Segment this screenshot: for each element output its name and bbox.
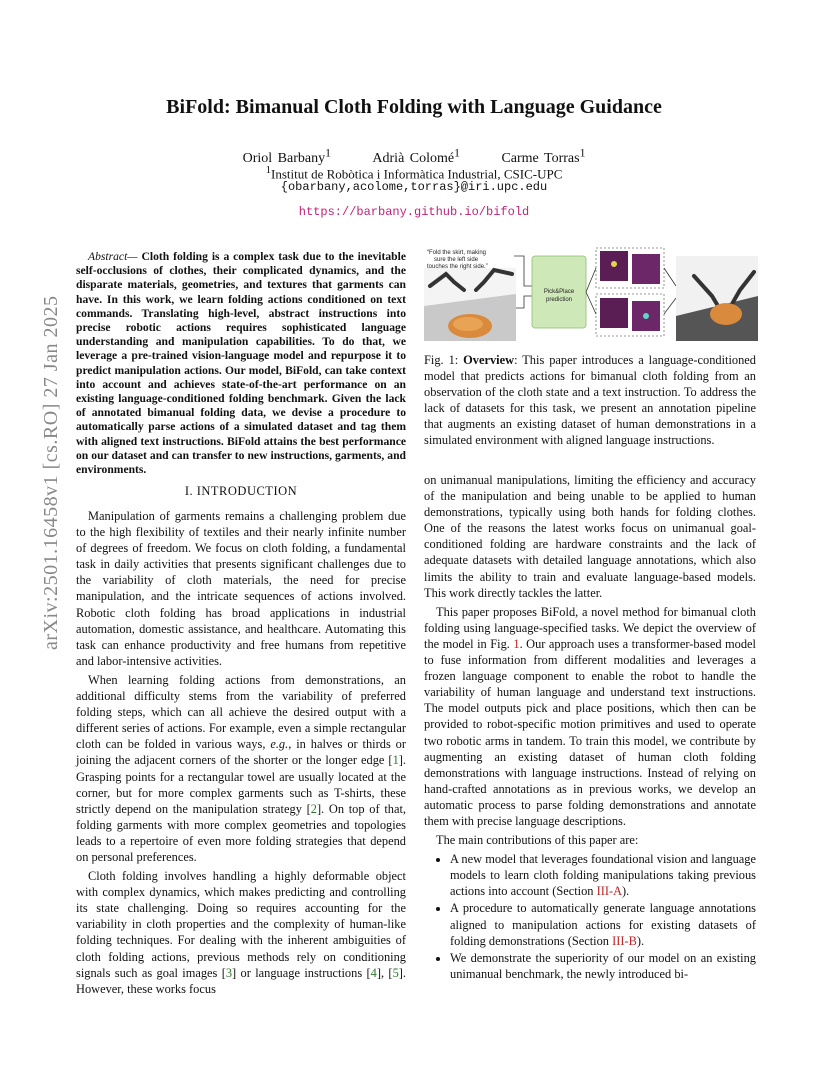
paragraph: on unimanual manipulations, limiting the efficiency and accuracy of the manipulation and being unable to be applied to human demonstrations, typically using both hands for folding clothes. One of the reasons the latest works focus on unimanual goal-conditioned folding are hardware constraints and the lack of adequate datasets with detailed language annotations, which also limits the ability to train and evaluate language-based models. This work directly tackles the latter.	[424, 473, 756, 600]
instruction-quote-line3: touches the right side.”	[427, 264, 488, 270]
author-emails: {obarbany,acolome,torras}@iri.upc.edu	[280, 180, 548, 194]
list-item: • A procedure to automatically generate language annotations aligned to manipulation actions for existing datasets of folding demonstrations (Section III-B).	[450, 900, 756, 948]
arxiv-stamp: arXiv:2501.16458v1 [cs.RO] 27 Jan 2025	[40, 295, 62, 650]
section-ref-link[interactable]: III-B	[612, 933, 637, 948]
abstract-lead: Abstract	[88, 250, 128, 263]
paragraph: Manipulation of garments remains a challenging problem due to the high flexibility of textiles and their nearly infinite number of degrees of freedom. We focus on cloth folding, a fundamental task in daily activities that presents significant challenges due to the variability of cloth materials, the need for precise manipulation, and the intricate sequences of actions involved. Robotic cloth folding has broad applications in industrial automation, domestic assistance, and healthcare. Automating this task can enhance productivity and free humans from repetitive and labor-intensive activities.	[76, 509, 406, 668]
author-3: Carme Torras$^1$	[501, 146, 586, 166]
place-point-1	[643, 313, 649, 319]
figure-1-graphic	[424, 246, 758, 341]
heatmap-3	[600, 298, 628, 328]
citation-link[interactable]: 1	[392, 753, 399, 768]
author-2: Adrià Colomé$^1$	[372, 146, 460, 166]
section-heading: I. INTRODUCTION	[184, 484, 298, 498]
cloth-right	[710, 303, 742, 325]
paragraph: Cloth folding involves handling a highly deformable object with complex dynamics, which makes predicting and controlling its state challenging. Doing so requires accounting for the variability in cloth properties and the complexity of human-like folding techniques. For dealing with the inherent ambiguities of cloth folding actions, previous methods rely on conditioning signals such as goal images [3] or language instructions [4], [5]. However, these works focus	[76, 869, 406, 996]
instruction-quote-line1: “Fold the skirt, making	[427, 250, 487, 256]
abstract-text: Cloth folding is a complex task due to the inevitable self-occlusions of clothes, their complicated dynamics, and the disparate materials, geometries, and textures that garments can have. In this work, we learn folding actions conditioned on text commands. Translating high-level, abstract instructions into precise robotic actions requires sophisticated language understanding and manipulation capabilities. To do that, we leverage a pre-trained vision-language model and repurpose it to predict manipulation actions. Our model, BiFold, can take context into account and achieves state-of-the-art performance on an existing language-conditioned folding benchmark. Given the lack of annotated bimanual folding data, we devise a procedure to automatically parse actions of a simulated dataset and tag them with aligned text instructions. BiFold attains the best performance on our dataset and can transfer to new instructions, garments, and environments.	[76, 250, 406, 477]
list-item: • A new model that leverages foundational vision and language models to learn cloth folding manipulations taking previous actions into account (Section III-A).	[450, 851, 756, 899]
paragraph: When learning folding actions from demonstrations, an additional difficulty stems from the variability of preferred folding steps, which can all achieve the desired output with a different series of actions. For example, even a simple rectangular cloth can be folded in various ways, e.g., in halves or thirds or joining the adjacent corners of the shorter or the longer edge [1]. Grasping points for a rectangular towel are usually located at the corner, but for more complex garments such as T-shirts, these strictly depend on the manipulation strategy [2]. On top of that, folding garments with more complex geometries and topologies leads to a repertoire of even more folding strategies that depend on personal preferences.	[76, 672, 406, 864]
author-1: Oriol Barbany$^1$	[242, 146, 331, 166]
instruction-quote-line2: sure the left side	[434, 257, 479, 263]
affiliation: $^1$Institut de Robòtica i Informàtica Industrial, CSIC-UPC	[265, 164, 563, 182]
arrow-text	[514, 256, 532, 286]
list-item: • We demonstrate the superiority of our model on an existing unimanual benchmark, the newly introduced bi-	[450, 950, 756, 982]
figure-caption: Fig. 1: Overview: This paper introduces a language-conditioned model that predicts actions for bimanual cloth folding from an observation of the cloth state and a text instruction. To address the lack of datasets for this task, we present an annotation pipeline that augments an existing dataset of human demonstrations in a simulated environment with aligned language instructions.	[424, 353, 756, 448]
caption-bold: Overview	[463, 353, 515, 367]
arrow-image	[516, 296, 532, 308]
paragraph: The main contributions of this paper are:	[436, 833, 639, 848]
section-ref-link[interactable]: III-A	[596, 884, 623, 899]
paper-title: BiFold: Bimanual Cloth Folding with Language Guidance	[166, 96, 662, 118]
figure-ref-link[interactable]: 1	[513, 636, 520, 651]
project-url-link[interactable]: https://barbany.github.io/bifold	[298, 205, 530, 219]
box-label-line1: Pick&Place	[543, 289, 575, 295]
citation-link[interactable]: 5	[392, 965, 399, 980]
right-column-body	[424, 472, 756, 983]
abstract: Abstract— Cloth folding is a complex task due to the inevitable self-occlusions of clothes, their complicated dynamics, and the disparate materials, geometries, and textures that garments can have. In this work, we learn folding actions conditioned on text commands. Translating high-level, abstract instructions into precise robotic actions requires sophisticated language understanding and manipulation capabilities. To do that, we leverage a pre-trained vision-language model and repurpose it to predict manipulation actions. Our model, BiFold, can take context into account and achieves state-of-the-art performance on an existing language-conditioned folding benchmark. Given the lack of annotated bimanual folding data, we devise a procedure to automatically parse actions of a simulated dataset and tag them with aligned text instructions. BiFold attains the best performance on our dataset and can transfer to new instructions, garments, and environments.	[76, 250, 406, 477]
paragraph: This paper proposes BiFold, a novel method for bimanual cloth folding using language-specified tasks. We depict the overview of the model in Fig. 1. Our approach uses a transformer-based model to fuse information from different modalities and leverages a frozen language component to enable the robot to handle the variability of human language and understand text instructions. The model outputs pick and place positions, which then can be provided to robot-specific motion primitives and used to operate two robotic arms in tandem. To train this model, we contribute by augmenting an existing dataset of human cloth folding demonstrations with language instructions. Instead of relying on hand-crafted annotations as in previous works, we develop an automatic process to parse folding demonstrations and annotate them with precise language descriptions.	[424, 604, 756, 828]
contributions-list	[424, 851, 756, 982]
figure-1	[424, 246, 758, 341]
pick-point-1	[611, 261, 617, 267]
left-column-body	[76, 508, 406, 1000]
citation-link[interactable]: 2	[310, 801, 317, 816]
citation-link[interactable]: 3	[225, 965, 233, 980]
citation-link[interactable]: 4	[370, 965, 377, 980]
heatmap-2	[632, 254, 660, 284]
box-label-line2: prediction	[545, 297, 573, 303]
